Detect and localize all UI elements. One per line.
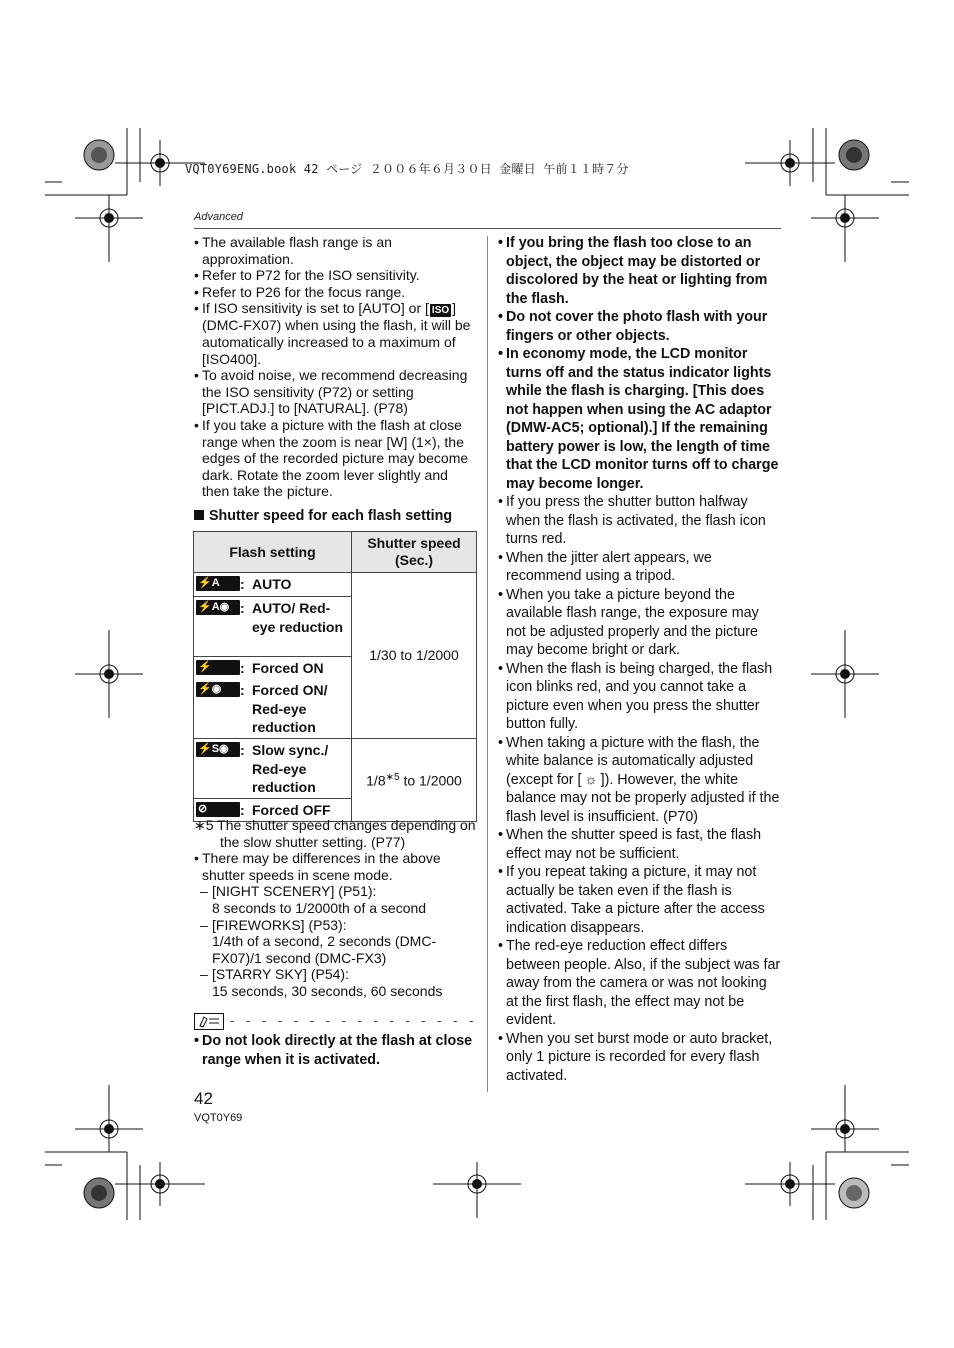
header-rule	[194, 228, 781, 229]
mode-label: AUTO/ Red-eye reduction	[252, 600, 344, 635]
list-item: • When you take a picture beyond the available flash range, the exposure may not be adjusted properly and the picture may become bright or dark.	[498, 586, 782, 660]
iso-text-before: If ISO sensitivity is set to [AUTO] or [	[202, 300, 429, 317]
list-item: • If you take a picture with the flash at close range when the zoom is near [W] (1×), the edges of the recorded picture may become dark. Rotate the zoom lever slightly and then take the picture.	[194, 417, 479, 500]
list-item	[194, 300, 479, 367]
square-bullet-icon	[194, 510, 204, 520]
footnote-block	[194, 817, 479, 1000]
scene-item: – [STARRY SKY] (P54):	[200, 966, 349, 983]
mode-label: AUTO	[252, 576, 292, 592]
list-item: • If you press the shutter button halfway when the flash is activated, the flash icon turns red.	[498, 493, 782, 549]
page-number: 42	[194, 1089, 213, 1108]
col-header-shutter-speed: Shutter speed (Sec.)	[352, 532, 477, 573]
flash-setting-table	[193, 531, 477, 822]
mode-sep: :	[240, 682, 245, 698]
speed-footnote-mark: ∗5	[385, 772, 400, 784]
footnote: ∗5 The shutter speed changes depending on the slow shutter setting. (P77)	[194, 817, 476, 850]
list-item: • In economy mode, the LCD monitor turns off and the status indicator lights while the flash is charging. [This does not happen when using the AC adaptor (DMW-AC5; optional).] If the remaining battery power is low, the length of time that the LCD monitor turns off to charge may become longer.	[498, 345, 782, 493]
flash-on-redeye-icon: ⚡◉	[196, 682, 240, 697]
mode-cell	[194, 657, 352, 739]
iso-icon: ISO	[431, 305, 450, 317]
list-item: • Refer to P26 for the focus range.	[194, 284, 479, 301]
mode-sep: :	[240, 576, 245, 592]
memo-note-icon	[194, 1013, 224, 1030]
scene-text: 8 seconds to 1/2000th of a second	[212, 899, 427, 916]
flash-auto-icon: ⚡A	[196, 576, 240, 591]
print-header: VQT0Y69ENG.book 42 ページ ２００６年６月３０日 金曜日 午前１１時７分	[185, 162, 629, 176]
mode-label: Forced ON	[252, 660, 324, 676]
list-item: • Do not cover the photo flash with your fingers or other objects.	[498, 308, 782, 345]
mode-sep: :	[240, 600, 245, 616]
scene-title: [STARRY SKY] (P54):	[212, 966, 349, 983]
mode-sep: :	[240, 742, 245, 758]
mode-label: Forced OFF	[252, 802, 331, 818]
mode-sep: :	[240, 660, 245, 676]
scene-title: [NIGHT SCENERY] (P51):	[212, 883, 377, 900]
speed-cell-slow	[352, 739, 477, 822]
list-item: • Do not look directly at the flash at close range when it is activated.	[194, 1032, 479, 1069]
list-item: • If you bring the flash too close to an object, the object may be distorted or discolored by the heat or lighting from the flash.	[498, 234, 782, 308]
speed-cell: 1/30 to 1/2000	[352, 573, 477, 739]
memo-block	[194, 1012, 479, 1069]
flash-off-icon: ⊘	[196, 802, 240, 817]
mode-label: Slow sync./ Red-eye reduction	[252, 742, 329, 795]
wb-text-after: ]). However, the white balance may not be properly adjusted if the flash level is insufficient. (P70)	[506, 771, 780, 825]
wb-text-before: When taking a picture with the flash, the white balance is automatically adjusted (except for [	[506, 734, 760, 788]
scene-item: – [FIREWORKS] (P53):	[200, 916, 347, 933]
mode-sep: :	[240, 802, 245, 818]
flash-on-icon: ⚡	[196, 660, 240, 675]
section-label: Advanced	[194, 211, 243, 223]
memo-dashes: - - - - - - - - - - - - - - - -	[230, 1013, 478, 1028]
list-item: • When the shutter speed is fast, the flash effect may not be sufficient.	[498, 826, 782, 863]
list-item: • To avoid noise, we recommend decreasing the ISO sensitivity (P72) or setting [PICT.ADJ.] to [NATURAL]. (P78)	[194, 367, 479, 417]
speed-post: to 1/2000	[399, 773, 462, 790]
list-item: • When you set burst mode or auto bracket, only 1 picture is recorded for every flash activated.	[498, 1030, 782, 1086]
page-code: VQT0Y69	[194, 1112, 243, 1124]
flash-slow-sync-icon: ⚡S◉	[196, 742, 240, 757]
col-header-flash-setting: Flash setting	[194, 532, 352, 573]
speed-pre: 1/8	[366, 773, 386, 790]
right-column	[498, 234, 782, 1085]
mode-cell	[194, 597, 352, 657]
flash-auto-redeye-icon: ⚡A◉	[196, 600, 240, 615]
mode-cell	[194, 573, 352, 597]
iso-text-after: ] (DMC-FX07) when using the flash, it will be automatically increased to a maximum of [ISO400].	[202, 300, 471, 367]
scene-text: 1/4th of a second, 2 seconds (DMC-FX07)/1 second (DMC-FX3)	[212, 933, 437, 966]
list-item: • There may be differences in the above shutter speeds in scene mode.	[194, 850, 479, 883]
scene-item: – [NIGHT SCENERY] (P51):	[200, 883, 377, 900]
list-item: • The available flash range is an approximation.	[194, 234, 479, 267]
list-item: • The red-eye reduction effect differs between people. Also, if the subject was far away from the camera or was not looking at the first flash, the effect may not be evident.	[498, 937, 782, 1030]
scene-title: [FIREWORKS] (P53):	[212, 916, 347, 933]
sunny-icon: ☼	[584, 771, 598, 788]
table-heading	[194, 508, 479, 525]
list-item: • If you repeat taking a picture, it may not actually be taken even if the flash is activated. Take a picture after the access indication disappears.	[498, 863, 782, 937]
list-item: • Refer to P72 for the ISO sensitivity.	[194, 267, 479, 284]
mode-cell	[194, 739, 352, 799]
column-divider	[487, 236, 488, 1092]
left-column	[194, 234, 479, 525]
table-heading-text: Shutter speed for each flash setting	[209, 507, 453, 524]
mode-label: Forced ON/ Red-eye reduction	[252, 682, 328, 735]
list-item: • When the flash is being charged, the flash icon blinks red, and you cannot take a picture even when you press the shutter button fully.	[498, 660, 782, 734]
list-item	[498, 734, 782, 827]
scene-text: 15 seconds, 30 seconds, 60 seconds	[212, 982, 443, 999]
list-item: • When the jitter alert appears, we recommend using a tripod.	[498, 549, 782, 586]
